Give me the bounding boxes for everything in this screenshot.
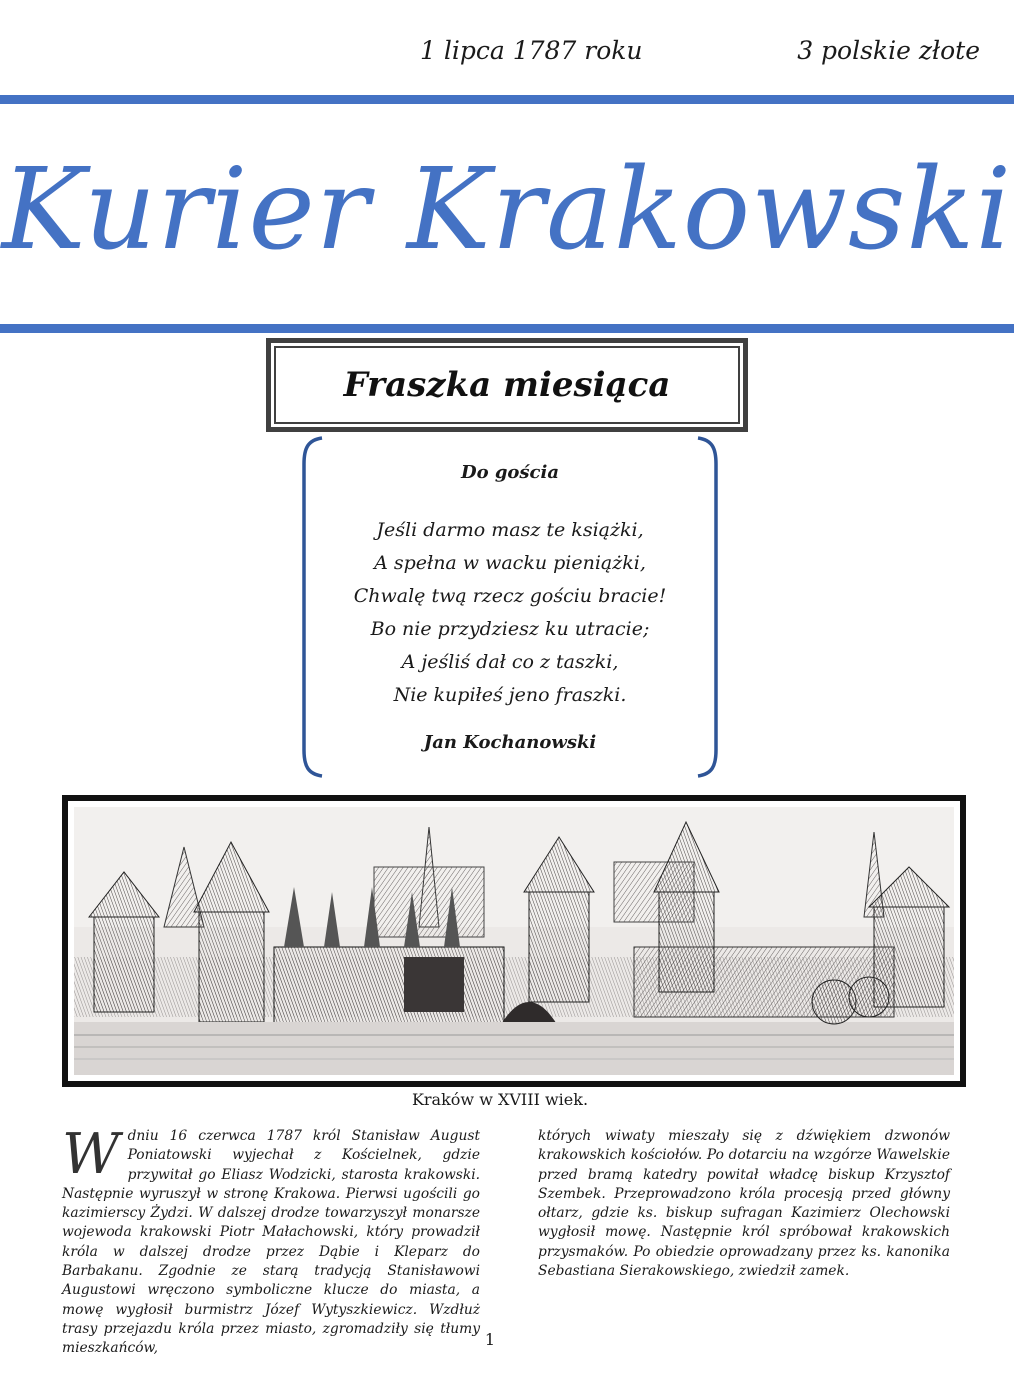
poem-line: Nie kupiłeś jeno fraszki. [393,684,627,706]
masthead-bottom-rule [0,324,1014,333]
article-column-right [538,1127,950,1281]
fraszka-heading: Fraszka miesiąca [274,346,740,424]
article-text-left: dniu 16 czerwca 1787 król Stanisław August Poniatowski wyjechał z Kościelnek, gdzie przywitał go Eliasz Wodzicki, starosta krakowski. Następnie wyruszył w stronę Krakowa. Pierwsi ugościli go kazimierscy Żydzi. W dalszej drodze towarzyszył monarsze wojewoda krakowski Piotr Małachowski, który prowadził króla w dalszej drodze przez Dąbie i Kleparz do Barbakanu. Zgodnie ze starą tradycją Stanisławowi Augustowi wręczono symboliczne klucze do miasta, a mowę wygłosił burmistrz Józef Wytyszkiewicz. Wzdłuż trasy przejazdu króla przez miasto, zgromadziły się tłumy mieszkańców, [62,1128,480,1357]
masthead-title: Kurier Krakowski [1,145,1013,275]
poem-line: A spełna w wacku pieniążki, [374,552,646,574]
engraving-caption: Kraków w XVIII wiek. [411,1090,589,1109]
poem-line: Jeśli darmo masz te książki, [376,519,644,541]
poem-author: Jan Kochanowski [423,732,597,753]
page-number: 1 [484,1330,496,1349]
article-text-right: których wiwaty mieszały się z dźwiękiem dzwonów krakowskich kościołów. Po dotarciu na wzgórze Wawelskie przed bramą katedry powitał władcę biskup Krzysztof Szembek. Przeprowadzono króla procesją przed główny ołtarz, gdzie ks. biskup sufragan Kazimierz Olechowski wygłosił mowę. Następnie król spróbował krakowskich przysmaków. Po obiedzie oprowadzany przez ks. kanonika Sebastiana Sierakowskiego, zwiedził zamek. [538,1128,950,1280]
masthead-top-rule [0,95,1014,104]
issue-date: 1 lipca 1787 roku [420,36,643,65]
city-engraving-frame [62,795,966,1087]
poem-line: Chwalę twą rzecz gościu bracie! [353,585,667,607]
poem-title: Do gościa [460,462,560,483]
engraving-icon [74,807,954,1075]
poem-line: A jeśliś dał co z taszki, [401,651,619,673]
issue-price: 3 polskie złote [797,36,980,65]
article-dropcap: W [62,1122,120,1187]
poem-lines [300,514,720,712]
fraszka-heading-box [266,338,748,432]
poem-line: Bo nie przydziesz ku utracie; [370,618,650,640]
article-column-left [62,1122,480,1359]
